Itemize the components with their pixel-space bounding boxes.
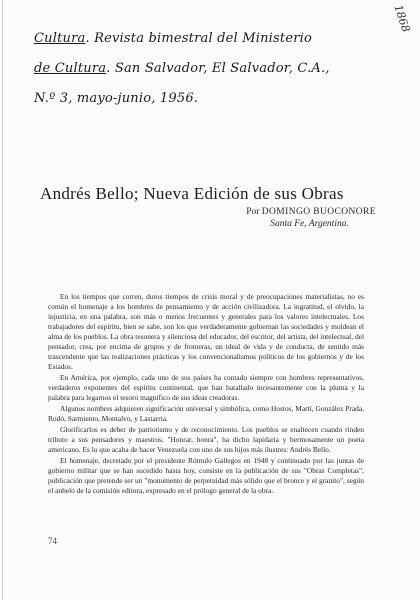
article-title: Andrés Bello; Nueva Edición de sus Obras xyxy=(40,184,344,203)
paragraph: Glorificarlos es deber de patriotismo y de reconocimiento. Los pueblos se enaltecen cuando rinden tributo a sus pensadores y maestros. "Honrar, honra", ha dicho lapidaria y hermosamente un poeta americano. Es lo que acaba de hacer Venezuela con uno de sus hijos más ilustres: Andrés Bello. xyxy=(48,425,364,454)
byline-prefix: Por xyxy=(246,207,260,217)
page-number: 74 xyxy=(48,536,57,546)
handwritten-line-2-rest: . San Salvador, El Salvador, C.A., xyxy=(106,61,330,76)
author-location: Santa Fe, Argentina. xyxy=(270,219,349,229)
paragraph: Algunos nombres adquieren significación universal y simbólica, como Hostos, Martí, González Prada, Rodó, Sarmiento, Montalvo, y Lastarria. xyxy=(48,404,364,423)
paragraph: En los tiempos que corren, duros tiempos de crisis moral y de preocupaciones materialistas, no es común el homenaje a los hombres de pensamiento y de acción civilizadora. La ingratitud, el olvido, la injusticia, en una palabra, son más o menos frecuentes y generales para los valores intelectuales. Los trabajadores del espíritu, bien se sabe, son los que verdaderamente gobiernan las sociedades y moldean el alma de los pueblos. La obra tesonera y silenciosa del educador, del escritor, del artista, del intelectual, del pensador, crea, por encima de grupos y de fronteras, un ideal de vida y de conducta, de sentido más trascendente que las realizaciones prácticas y los convencionalismos políticos de los gobiernos y de los Estados. xyxy=(48,292,364,371)
handwritten-journal: Cultura xyxy=(34,31,86,46)
handwritten-line-1-rest: . Revista bimestral del Ministerio xyxy=(85,31,313,46)
author-name: DOMINGO BUOCONORE xyxy=(261,207,376,217)
article-body xyxy=(48,292,364,497)
handwritten-line-1 xyxy=(34,24,406,54)
paragraph: El homenaje, decretado por el presidente Rómulo Gallegos en 1948 y continuado por las juntas de gobierno militar que se han sucedido hasta hoy, consiste en la publicación de sus "Obras Completas", publicación que pretende ser un "monumento de perpetuidad más sólido que el bronce y el granito", según el anhelo de la comisión editora, expresado en el prólogo general de la obra. xyxy=(48,456,364,495)
archive-number: 1868 xyxy=(391,3,413,34)
byline xyxy=(246,206,376,230)
handwritten-citation xyxy=(34,24,406,114)
handwritten-ministry: de Cultura xyxy=(34,61,107,76)
handwritten-line-2 xyxy=(34,54,406,84)
page-edge xyxy=(2,0,3,600)
handwritten-line-3: N.º 3, mayo-junio, 1956. xyxy=(34,91,199,106)
paragraph: En América, por ejemplo, cada uno de sus países ha contado siempre con hombres representativos, verdaderos exponentes del espíritu continental, que han batallado incesantemente con la pluma y la palabra para legarnos el tesoro magnífico de sus ideas creadoras. xyxy=(48,373,364,402)
